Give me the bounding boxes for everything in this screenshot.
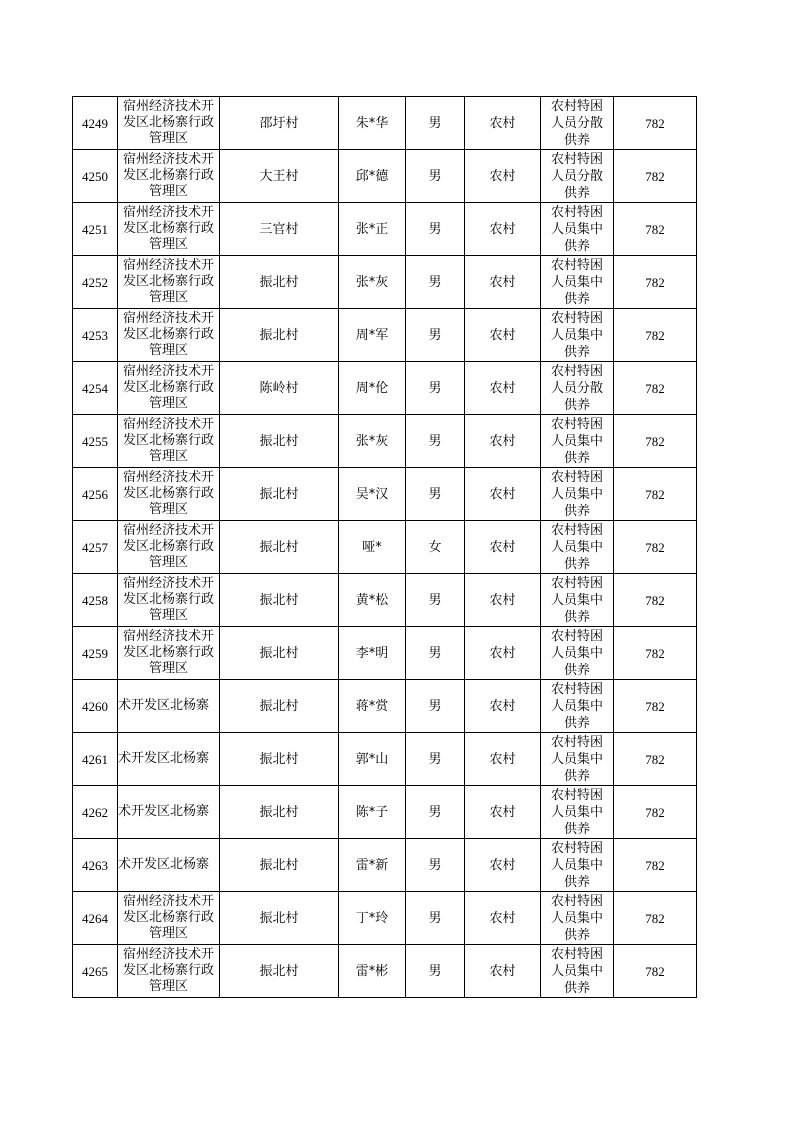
name-cell: 吴*汉 <box>339 468 406 521</box>
table-row <box>73 468 697 521</box>
seq-cell: 4258 <box>73 574 118 627</box>
support-type-cell <box>541 256 614 309</box>
support-type-text: 农村特困人员集中供养 <box>550 788 603 837</box>
amount-cell: 782 <box>614 97 697 150</box>
seq-cell: 4251 <box>73 203 118 256</box>
unit-cell <box>118 468 220 521</box>
household-type-cell: 农村 <box>465 627 541 680</box>
name-cell: 邱*德 <box>339 150 406 203</box>
household-type-cell: 农村 <box>465 309 541 362</box>
seq-cell: 4264 <box>73 892 118 945</box>
gender-cell: 女 <box>406 521 465 574</box>
name-cell: 雷*新 <box>339 839 406 892</box>
amount-cell: 782 <box>614 521 697 574</box>
gender-cell: 男 <box>406 150 465 203</box>
unit-text: 宿州经济技术开发区北杨寨行政管理区 <box>122 417 214 464</box>
village-cell: 大王村 <box>220 150 339 203</box>
support-type-text: 农村特困人员集中供养 <box>550 682 603 731</box>
seq-cell: 4249 <box>73 97 118 150</box>
name-cell: 哑* <box>339 521 406 574</box>
unit-cell <box>118 256 220 309</box>
household-type-cell: 农村 <box>465 786 541 839</box>
support-type-cell <box>541 839 614 892</box>
name-cell: 陈*子 <box>339 786 406 839</box>
village-cell: 振北村 <box>220 574 339 627</box>
unit-text: 宿州经济技术开发区北杨寨行政管理区 <box>122 152 214 199</box>
unit-text: 宿州经济技术开发区北杨寨行政管理区 <box>122 629 214 676</box>
support-type-text: 农村特困人员集中供养 <box>550 470 603 519</box>
table-row <box>73 839 697 892</box>
amount-cell: 782 <box>614 362 697 415</box>
amount-cell: 782 <box>614 839 697 892</box>
amount-cell: 782 <box>614 256 697 309</box>
support-type-cell <box>541 627 614 680</box>
unit-cell <box>118 627 220 680</box>
unit-text: 术开发区北杨寨 <box>118 751 210 766</box>
household-type-cell: 农村 <box>465 362 541 415</box>
support-type-cell <box>541 786 614 839</box>
unit-cell <box>118 415 220 468</box>
name-cell: 丁*玲 <box>339 892 406 945</box>
name-cell: 周*伦 <box>339 362 406 415</box>
amount-cell: 782 <box>614 627 697 680</box>
unit-text: 术开发区北杨寨 <box>118 804 210 819</box>
village-cell: 振北村 <box>220 521 339 574</box>
seq-cell: 4262 <box>73 786 118 839</box>
name-cell: 张*灰 <box>339 256 406 309</box>
amount-cell: 782 <box>614 733 697 786</box>
table-body <box>73 97 697 998</box>
gender-cell: 男 <box>406 203 465 256</box>
support-type-text: 农村特困人员集中供养 <box>550 417 603 466</box>
village-cell: 振北村 <box>220 839 339 892</box>
table-row <box>73 150 697 203</box>
support-type-cell <box>541 97 614 150</box>
household-type-cell: 农村 <box>465 733 541 786</box>
gender-cell: 男 <box>406 892 465 945</box>
village-cell: 邵圩村 <box>220 97 339 150</box>
household-type-cell: 农村 <box>465 892 541 945</box>
seq-cell: 4252 <box>73 256 118 309</box>
village-cell: 振北村 <box>220 892 339 945</box>
village-cell: 振北村 <box>220 945 339 998</box>
unit-text: 宿州经济技术开发区北杨寨行政管理区 <box>122 364 214 411</box>
seq-cell: 4259 <box>73 627 118 680</box>
gender-cell: 男 <box>406 839 465 892</box>
gender-cell: 男 <box>406 256 465 309</box>
beneficiary-table <box>72 96 697 998</box>
seq-cell: 4255 <box>73 415 118 468</box>
household-type-cell: 农村 <box>465 945 541 998</box>
gender-cell: 男 <box>406 945 465 998</box>
gender-cell: 男 <box>406 627 465 680</box>
support-type-cell <box>541 150 614 203</box>
village-cell: 振北村 <box>220 468 339 521</box>
support-type-cell <box>541 309 614 362</box>
unit-cell <box>118 892 220 945</box>
household-type-cell: 农村 <box>465 203 541 256</box>
support-type-text: 农村特困人员集中供养 <box>550 311 603 360</box>
amount-cell: 782 <box>614 680 697 733</box>
name-cell: 李*明 <box>339 627 406 680</box>
seq-cell: 4265 <box>73 945 118 998</box>
amount-cell: 782 <box>614 892 697 945</box>
name-cell: 周*军 <box>339 309 406 362</box>
amount-cell: 782 <box>614 945 697 998</box>
village-cell: 振北村 <box>220 309 339 362</box>
village-cell: 振北村 <box>220 733 339 786</box>
seq-cell: 4263 <box>73 839 118 892</box>
gender-cell: 男 <box>406 733 465 786</box>
name-cell: 黄*松 <box>339 574 406 627</box>
table-row <box>73 627 697 680</box>
village-cell: 振北村 <box>220 680 339 733</box>
household-type-cell: 农村 <box>465 97 541 150</box>
unit-text: 术开发区北杨寨 <box>118 857 210 872</box>
unit-text: 宿州经济技术开发区北杨寨行政管理区 <box>122 205 214 252</box>
name-cell: 雷*彬 <box>339 945 406 998</box>
unit-cell <box>118 839 220 892</box>
unit-text: 宿州经济技术开发区北杨寨行政管理区 <box>122 311 214 358</box>
village-cell: 三官村 <box>220 203 339 256</box>
support-type-cell <box>541 680 614 733</box>
support-type-text: 农村特困人员集中供养 <box>550 205 603 254</box>
unit-text: 宿州经济技术开发区北杨寨行政管理区 <box>122 947 214 994</box>
seq-cell: 4260 <box>73 680 118 733</box>
unit-text: 宿州经济技术开发区北杨寨行政管理区 <box>122 99 214 146</box>
table-row <box>73 309 697 362</box>
table-row <box>73 892 697 945</box>
unit-cell <box>118 574 220 627</box>
support-type-cell <box>541 468 614 521</box>
table-row <box>73 362 697 415</box>
household-type-cell: 农村 <box>465 521 541 574</box>
village-cell: 振北村 <box>220 256 339 309</box>
gender-cell: 男 <box>406 680 465 733</box>
unit-cell <box>118 309 220 362</box>
village-cell: 振北村 <box>220 415 339 468</box>
gender-cell: 男 <box>406 786 465 839</box>
support-type-cell <box>541 521 614 574</box>
seq-cell: 4257 <box>73 521 118 574</box>
support-type-text: 农村特困人员集中供养 <box>550 523 603 572</box>
table-row <box>73 97 697 150</box>
unit-cell <box>118 203 220 256</box>
unit-text: 宿州经济技术开发区北杨寨行政管理区 <box>122 576 214 623</box>
support-type-text: 农村特困人员集中供养 <box>550 258 603 307</box>
unit-text: 术开发区北杨寨 <box>118 698 210 713</box>
support-type-text: 农村特困人员分散供养 <box>550 152 603 201</box>
support-type-text: 农村特困人员分散供养 <box>550 364 603 413</box>
support-type-cell <box>541 415 614 468</box>
seq-cell: 4253 <box>73 309 118 362</box>
support-type-text: 农村特困人员集中供养 <box>550 629 603 678</box>
name-cell: 郭*山 <box>339 733 406 786</box>
gender-cell: 男 <box>406 574 465 627</box>
seq-cell: 4254 <box>73 362 118 415</box>
support-type-cell <box>541 574 614 627</box>
seq-cell: 4250 <box>73 150 118 203</box>
table-row <box>73 945 697 998</box>
amount-cell: 782 <box>614 150 697 203</box>
support-type-cell <box>541 733 614 786</box>
name-cell: 张*灰 <box>339 415 406 468</box>
gender-cell: 男 <box>406 309 465 362</box>
unit-cell <box>118 680 220 733</box>
table-row <box>73 574 697 627</box>
gender-cell: 男 <box>406 362 465 415</box>
unit-cell <box>118 733 220 786</box>
household-type-cell: 农村 <box>465 415 541 468</box>
seq-cell: 4256 <box>73 468 118 521</box>
support-type-cell <box>541 892 614 945</box>
support-type-text: 农村特困人员集中供养 <box>550 947 603 996</box>
household-type-cell: 农村 <box>465 839 541 892</box>
unit-cell <box>118 362 220 415</box>
village-cell: 振北村 <box>220 786 339 839</box>
amount-cell: 782 <box>614 203 697 256</box>
unit-text: 宿州经济技术开发区北杨寨行政管理区 <box>122 470 214 517</box>
household-type-cell: 农村 <box>465 574 541 627</box>
name-cell: 张*正 <box>339 203 406 256</box>
village-cell: 陈岭村 <box>220 362 339 415</box>
table-row <box>73 256 697 309</box>
table-row <box>73 680 697 733</box>
table-row <box>73 415 697 468</box>
unit-cell <box>118 97 220 150</box>
unit-cell <box>118 521 220 574</box>
unit-cell <box>118 150 220 203</box>
unit-text: 宿州经济技术开发区北杨寨行政管理区 <box>122 894 214 941</box>
support-type-text: 农村特困人员集中供养 <box>550 894 603 943</box>
table-row <box>73 786 697 839</box>
seq-cell: 4261 <box>73 733 118 786</box>
support-type-text: 农村特困人员集中供养 <box>550 735 603 784</box>
amount-cell: 782 <box>614 786 697 839</box>
village-cell: 振北村 <box>220 627 339 680</box>
support-type-text: 农村特困人员分散供养 <box>550 99 603 148</box>
amount-cell: 782 <box>614 574 697 627</box>
amount-cell: 782 <box>614 468 697 521</box>
support-type-text: 农村特困人员集中供养 <box>550 576 603 625</box>
support-type-cell <box>541 945 614 998</box>
gender-cell: 男 <box>406 468 465 521</box>
amount-cell: 782 <box>614 309 697 362</box>
household-type-cell: 农村 <box>465 256 541 309</box>
unit-cell <box>118 945 220 998</box>
table-row <box>73 733 697 786</box>
unit-cell <box>118 786 220 839</box>
name-cell: 朱*华 <box>339 97 406 150</box>
support-type-cell <box>541 203 614 256</box>
table-row <box>73 203 697 256</box>
unit-text: 宿州经济技术开发区北杨寨行政管理区 <box>122 258 214 305</box>
name-cell: 蒋*赏 <box>339 680 406 733</box>
table-row <box>73 521 697 574</box>
amount-cell: 782 <box>614 415 697 468</box>
household-type-cell: 农村 <box>465 468 541 521</box>
household-type-cell: 农村 <box>465 680 541 733</box>
support-type-cell <box>541 362 614 415</box>
household-type-cell: 农村 <box>465 150 541 203</box>
support-type-text: 农村特困人员集中供养 <box>550 841 603 890</box>
gender-cell: 男 <box>406 415 465 468</box>
unit-text: 宿州经济技术开发区北杨寨行政管理区 <box>122 523 214 570</box>
gender-cell: 男 <box>406 97 465 150</box>
